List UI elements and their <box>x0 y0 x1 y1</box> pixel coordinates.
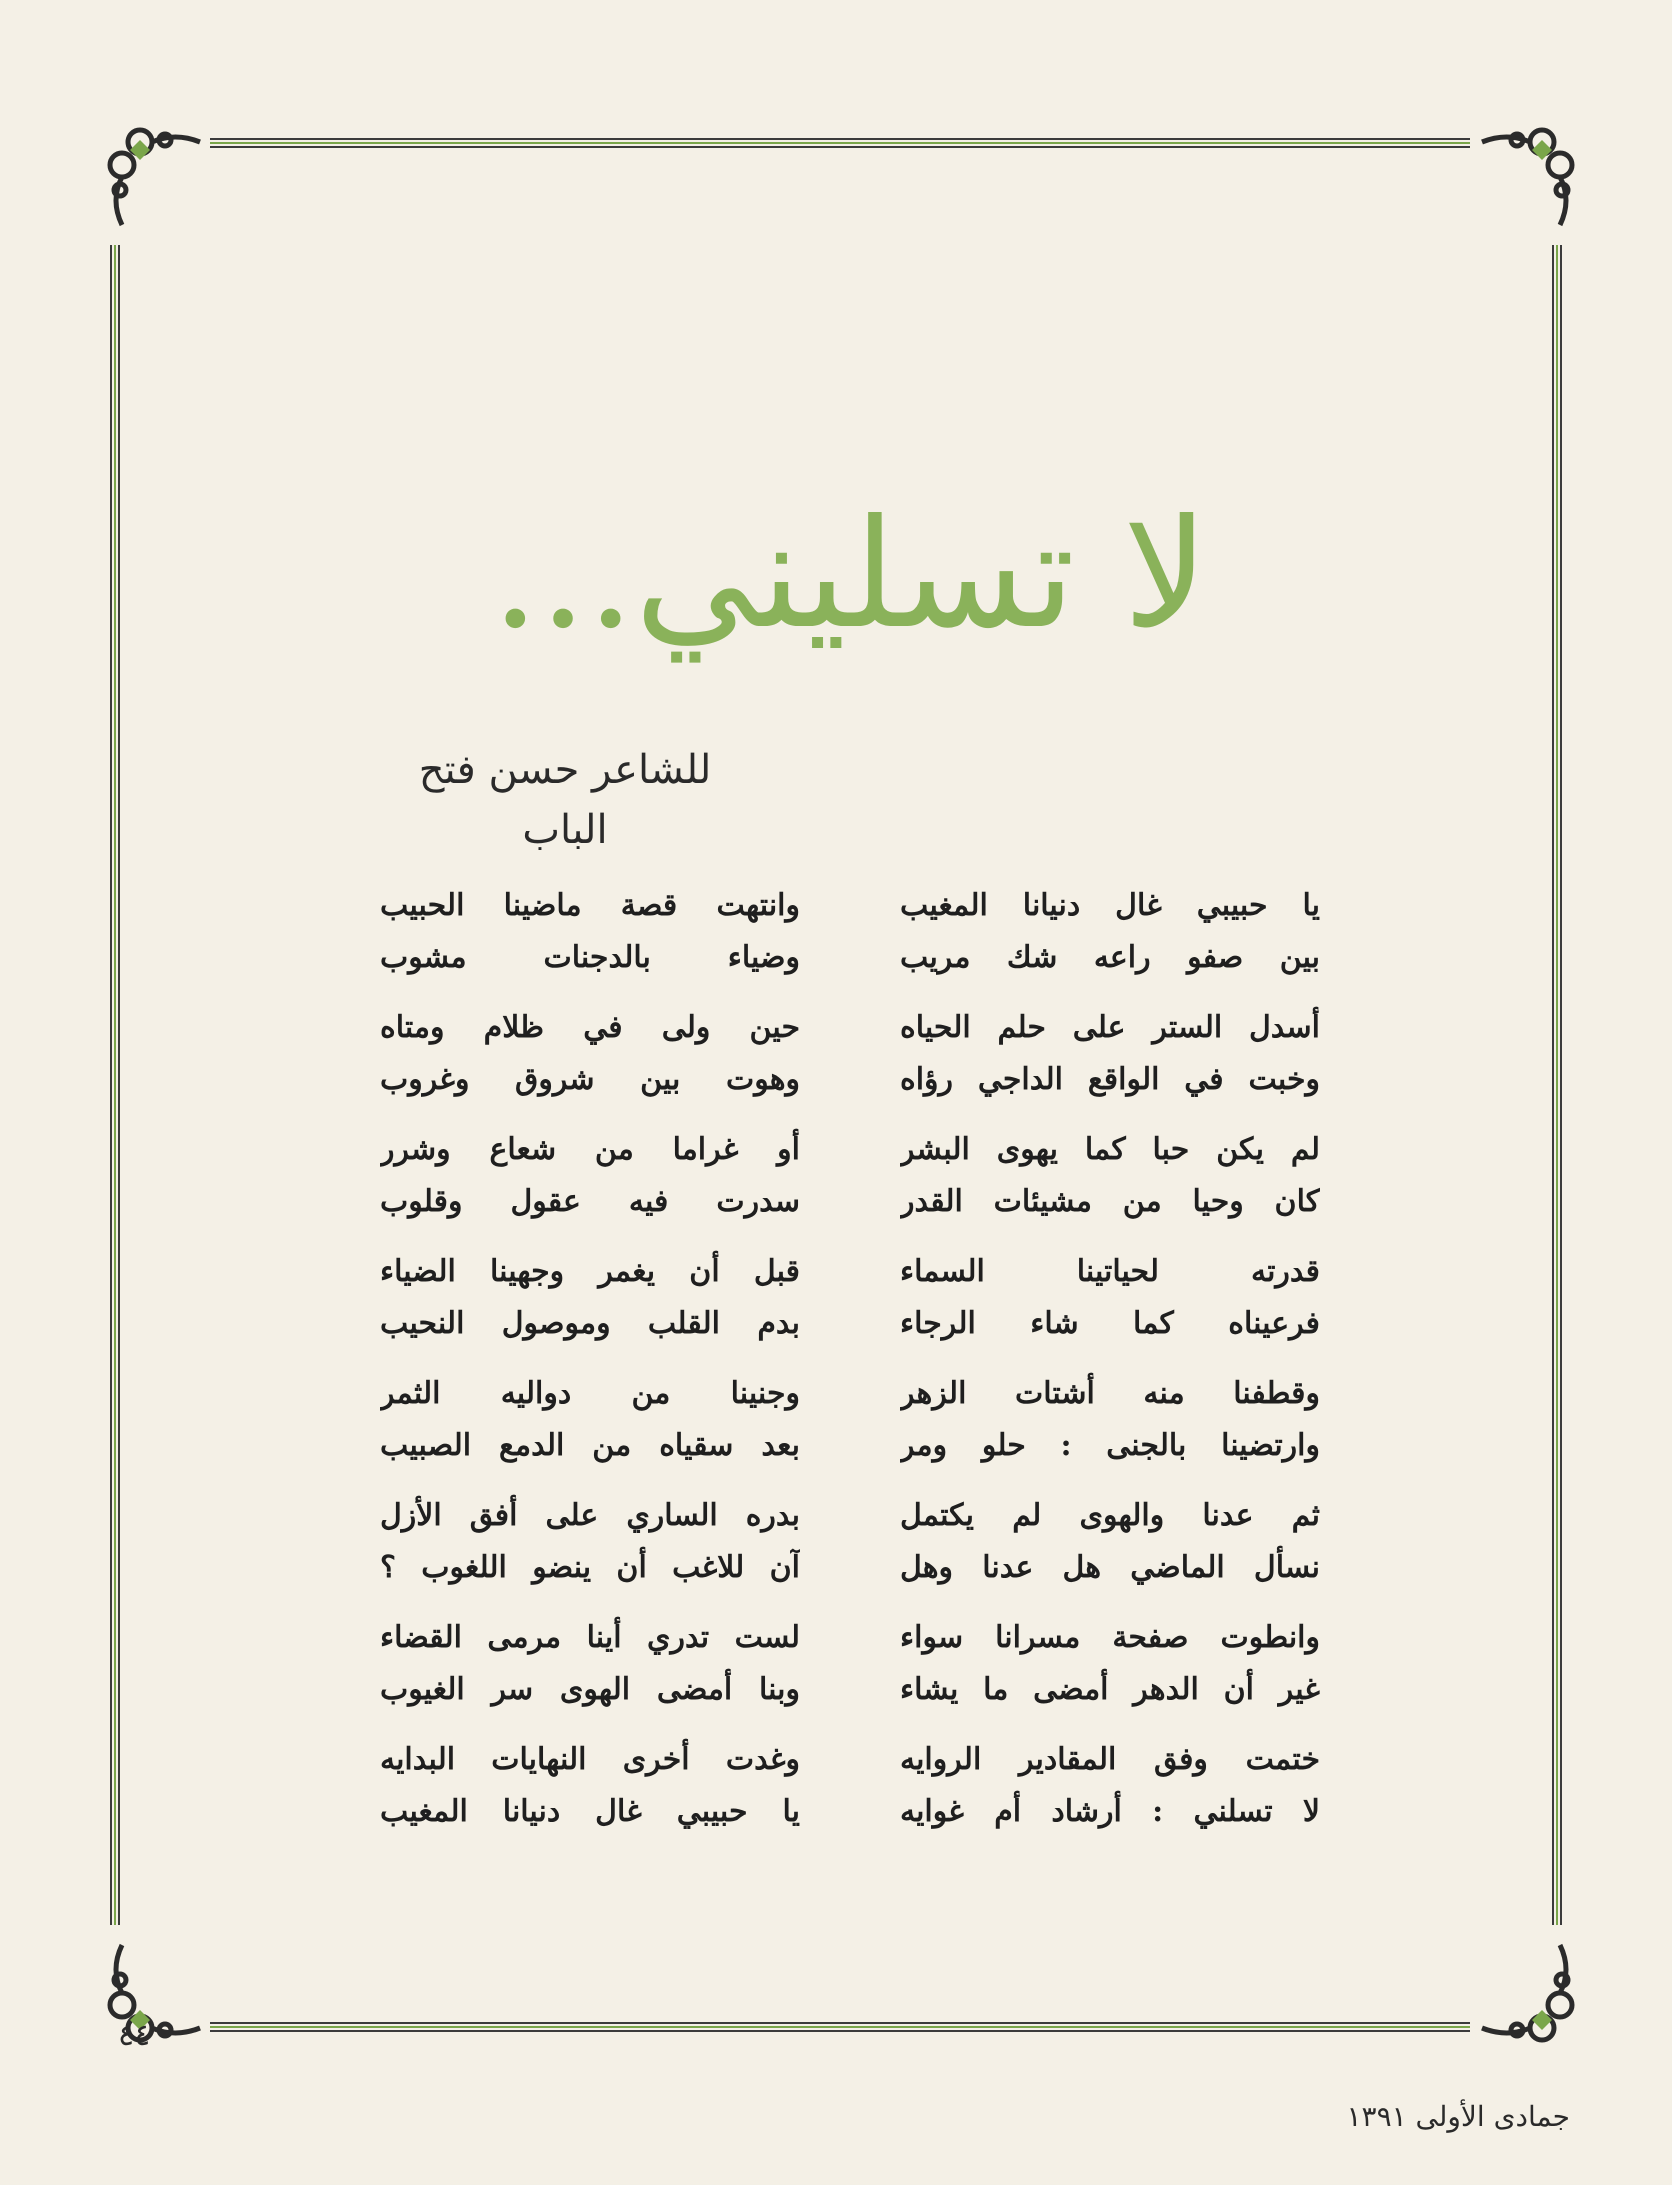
issue-date-footer: جمادى الأولى ١٣٩١ <box>1346 2100 1570 2133</box>
poem-body <box>380 880 1320 1840</box>
page-number: ٤٤ <box>118 2018 151 2053</box>
stanza <box>380 1124 1320 1246</box>
right-hemistich-column <box>900 1246 1320 1368</box>
corner-scroll-ornament-bottom-right <box>1472 1940 1582 2050</box>
right-hemistich-column <box>900 1124 1320 1246</box>
right-hemistich-column <box>900 1734 1320 1856</box>
verse-line: حين ولى في ظلام ومتاه <box>380 1010 800 1045</box>
stanza <box>380 1368 1320 1490</box>
stanza <box>380 1490 1320 1612</box>
right-hemistich-column <box>900 1612 1320 1734</box>
verse-line: وبنا أمضى الهوى سر الغيوب <box>380 1672 800 1707</box>
verse-line: يا حبيبي غال دنيانا المغيب <box>900 888 1320 923</box>
right-hemistich-column <box>900 880 1320 1002</box>
verse-line: بين صفو راعه شك مريب <box>900 940 1320 975</box>
stanza <box>380 1734 1320 1856</box>
verse-line: وجنينا من دواليه الثمر <box>380 1376 800 1411</box>
verse-line: آن للاغب أن ينضو اللغوب ؟ <box>380 1550 800 1585</box>
verse-line: ختمت وفق المقادير الروايه <box>900 1742 1320 1777</box>
verse-line: وخبت في الواقع الداجي رؤاه <box>900 1062 1320 1097</box>
verse-line: يا حبيبي غال دنيانا المغيب <box>380 1794 800 1829</box>
frame-right-border <box>1552 245 1562 1925</box>
verse-line: بعد سقياه من الدمع الصبيب <box>380 1428 800 1463</box>
corner-scroll-ornament-top-left <box>100 120 210 230</box>
left-hemistich-column <box>380 1124 800 1246</box>
verse-line: وارتضينا بالجنى : حلو ومر <box>900 1428 1320 1463</box>
verse-line: بدم القلب وموصول النحيب <box>380 1306 800 1341</box>
frame-top-border <box>210 138 1470 148</box>
left-hemistich-column <box>380 880 800 1002</box>
left-hemistich-column <box>380 1246 800 1368</box>
verse-line: فرعيناه كما شاء الرجاء <box>900 1306 1320 1341</box>
verse-line: وانطوت صفحة مسرانا سواء <box>900 1620 1320 1655</box>
corner-scroll-ornament-top-right <box>1472 120 1582 230</box>
left-hemistich-column <box>380 1612 800 1734</box>
right-hemistich-column <box>900 1368 1320 1490</box>
verse-line: لست تدري أينا مرمى القضاء <box>380 1620 800 1655</box>
verse-line: لم يكن حبا كما يهوى البشر <box>900 1132 1320 1167</box>
verse-line: أسدل الستر على حلم الحياه <box>900 1010 1320 1045</box>
frame-left-border <box>110 245 120 1925</box>
verse-line: وانتهت قصة ماضينا الحبيب <box>380 888 800 923</box>
verse-line: سدرت فيه عقول وقلوب <box>380 1184 800 1219</box>
verse-line: لا تسلني : أرشاد أم غوايه <box>900 1794 1320 1829</box>
poem-title: لا تسليني... <box>491 488 1209 662</box>
stanza <box>380 1612 1320 1734</box>
frame-bottom-border <box>210 2022 1470 2032</box>
left-hemistich-column <box>380 1002 800 1124</box>
verse-line: وغدت أخرى النهايات البدايه <box>380 1742 800 1777</box>
verse-line: ثم عدنا والهوى لم يكتمل <box>900 1498 1320 1533</box>
verse-line: غير أن الدهر أمضى ما يشاء <box>900 1672 1320 1707</box>
verse-line: أو غراما من شعاع وشرر <box>380 1132 800 1167</box>
stanza <box>380 880 1320 1002</box>
verse-line: كان وحيا من مشيئات القدر <box>900 1184 1320 1219</box>
verse-line: قدرته لحياتينا السماء <box>900 1254 1320 1289</box>
verse-line: بدره الساري على أفق الأزل <box>380 1498 800 1533</box>
verse-line: قبل أن يغمر وجهينا الضياء <box>380 1254 800 1289</box>
right-hemistich-column <box>900 1490 1320 1612</box>
corner-scroll-ornament-bottom-left <box>100 1940 210 2050</box>
left-hemistich-column <box>380 1368 800 1490</box>
stanza <box>380 1002 1320 1124</box>
verse-line: وقطفنا منه أشتات الزهر <box>900 1376 1320 1411</box>
right-hemistich-column <box>900 1002 1320 1124</box>
left-hemistich-column <box>380 1490 800 1612</box>
verse-line: وهوت بين شروق وغروب <box>380 1062 800 1097</box>
verse-line: نسأل الماضي هل عدنا وهل <box>900 1550 1320 1585</box>
verse-line: وضياء بالدجنات مشوب <box>380 940 800 975</box>
stanza <box>380 1246 1320 1368</box>
poem-author: للشاعر حسن فتح الباب <box>418 747 712 853</box>
left-hemistich-column <box>380 1734 800 1856</box>
